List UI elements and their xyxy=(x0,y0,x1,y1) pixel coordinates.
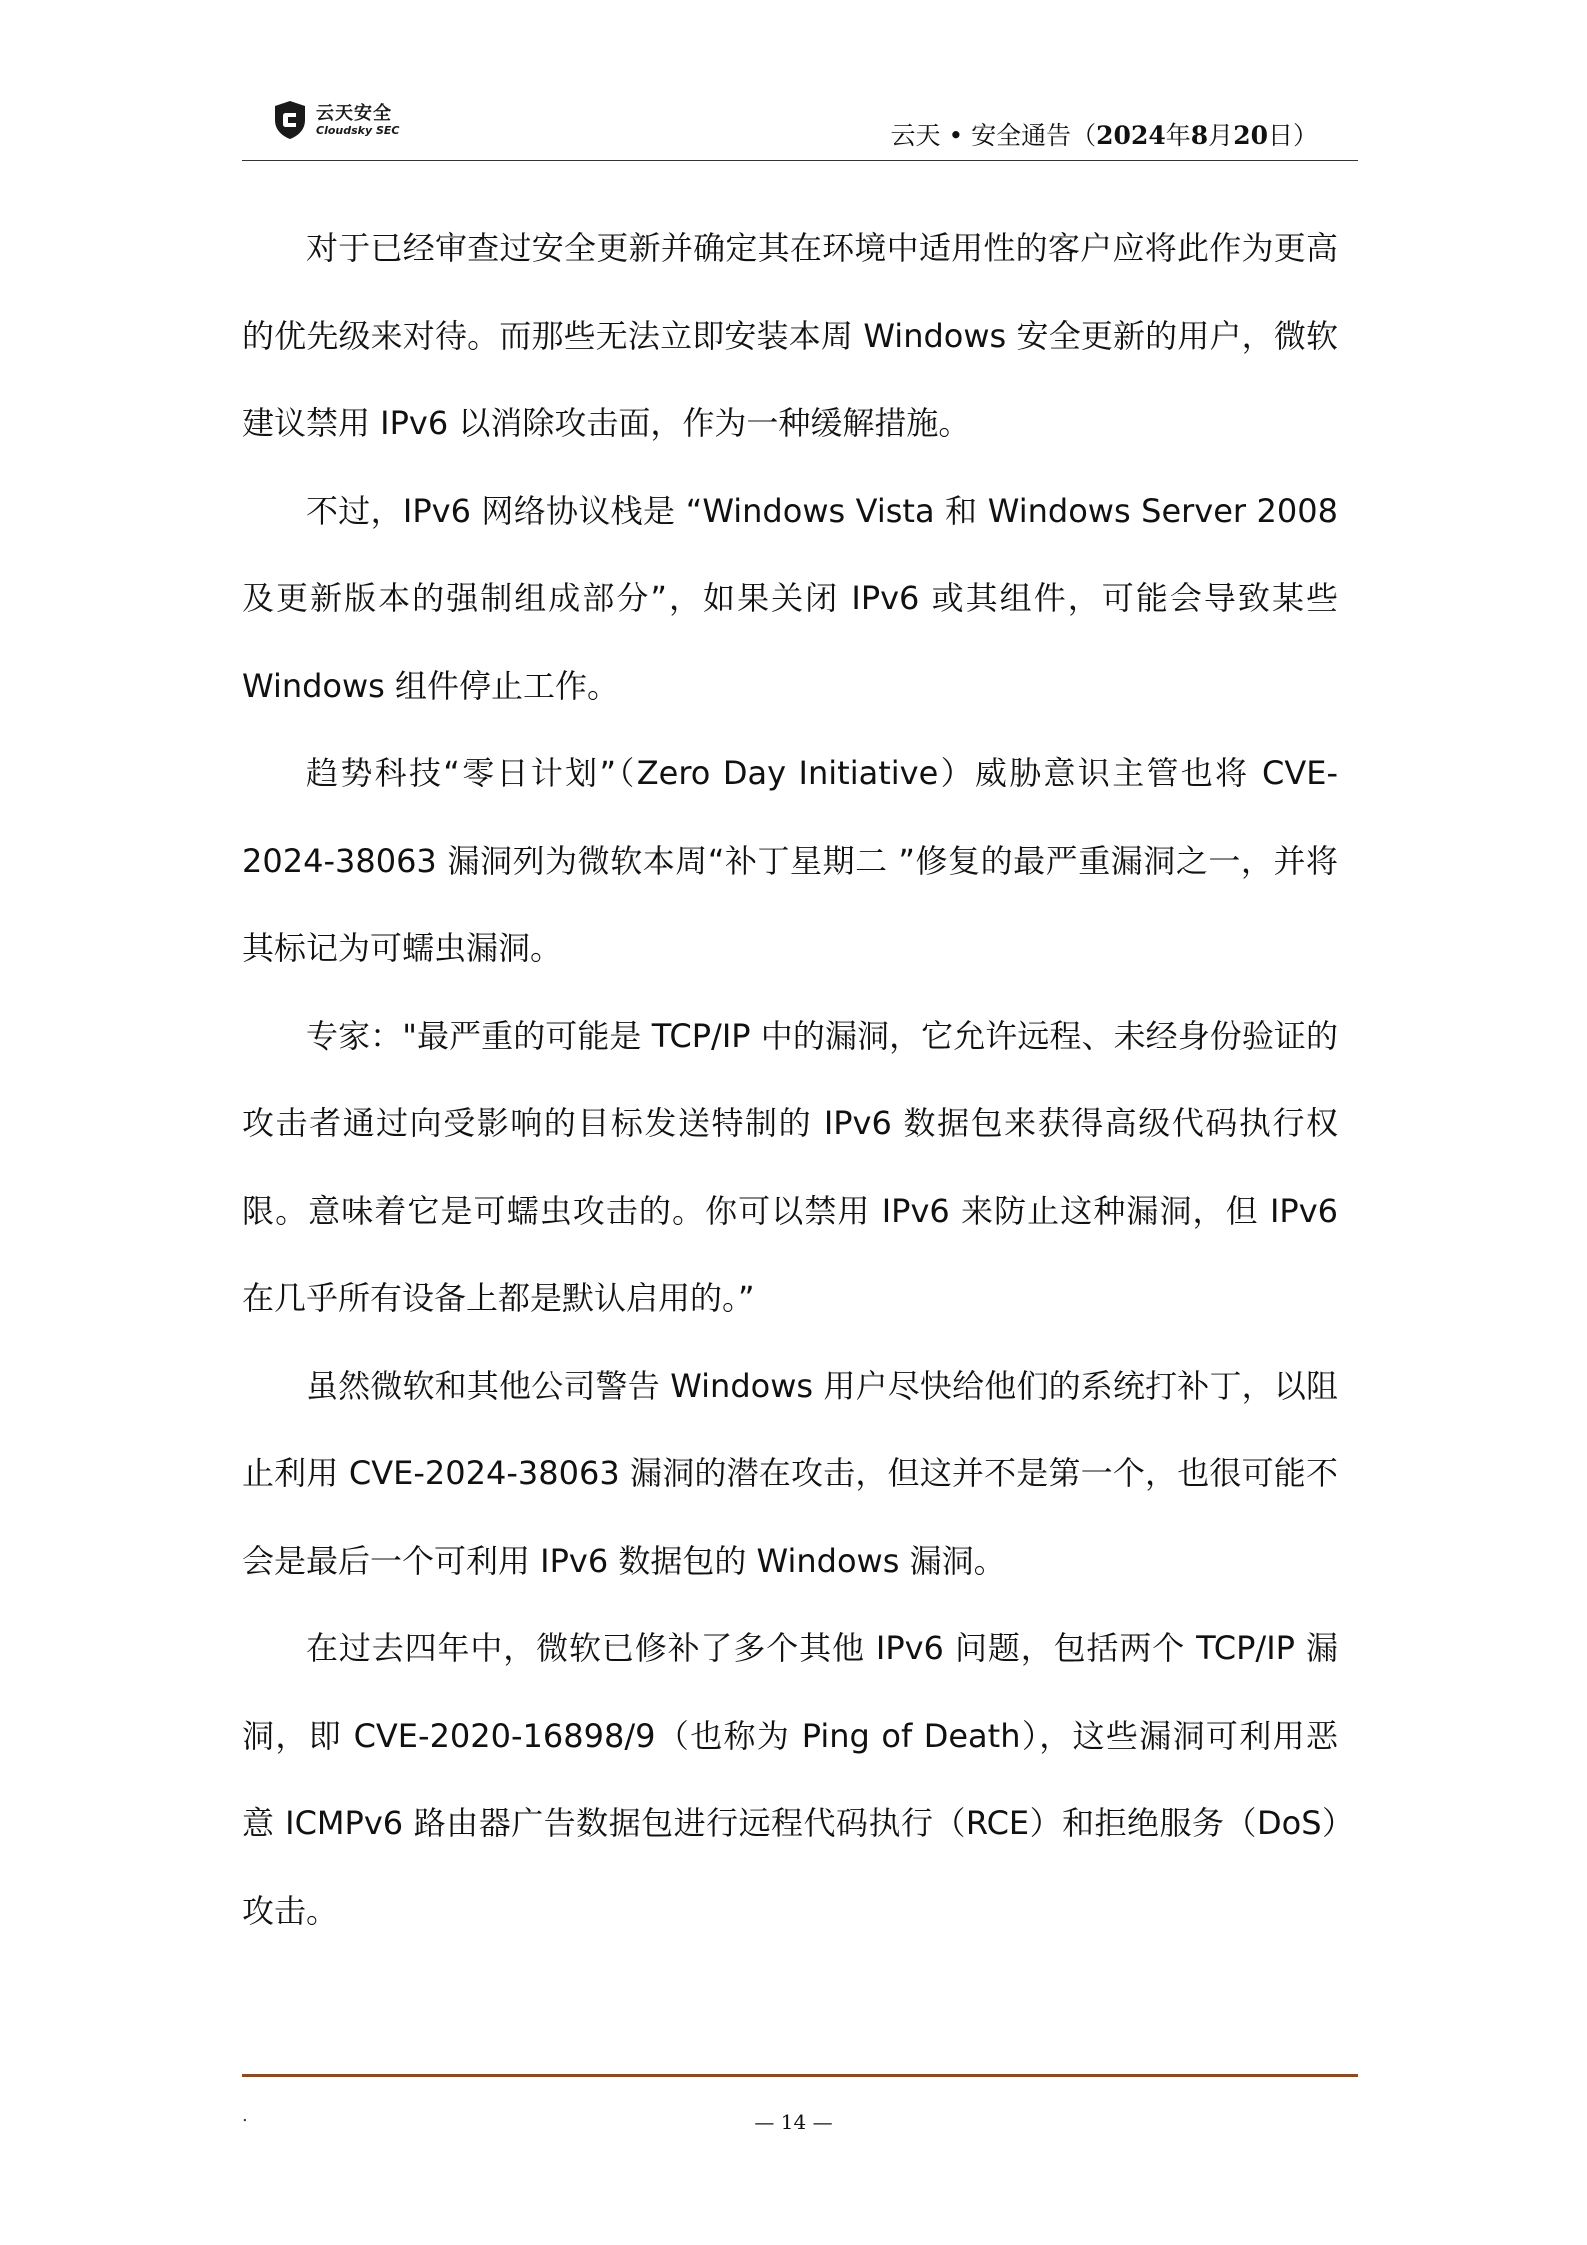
paragraph: 趋势科技“零日计划”（Zero Day Initiative）威胁意识主管也将 CVE-2024-38063 漏洞列为微软本周“补丁星期二 ”修复的最严重漏洞之一，并将其标记为可蠕虫漏洞。 xyxy=(242,754,1338,967)
paragraph: 虽然微软和其他公司警告 Windows 用户尽快给他们的系统打补丁，以阻止利用 CVE-2024-38063 漏洞的潜在攻击，但这并不是第一个，也很可能不会是最后一个可利用 IPv6 数据包的 Windows 漏洞。 xyxy=(242,1366,1338,1580)
paragraph: 在过去四年中，微软已修补了多个其他 IPv6 问题，包括两个 TCP/IP 漏洞，即 CVE-2020-16898/9（也称为 Ping of Death），这些漏洞可利用恶意 ICMPv6 路由器广告数据包进行远程代码执行（RCE）和拒绝服务（DoS）攻击。 xyxy=(242,1629,1338,1930)
page-number: — 14 — xyxy=(754,2110,833,2134)
article-body xyxy=(242,205,1338,1955)
bulletin-title-suffix: 日） xyxy=(1267,121,1318,150)
bulletin-day: 20 xyxy=(1233,121,1268,150)
footer-dot: . xyxy=(242,2105,248,2126)
page-header xyxy=(242,92,1358,162)
bulletin-year-unit: 年 xyxy=(1165,121,1191,150)
header-divider xyxy=(242,160,1358,161)
paragraph: 不过，IPv6 网络协议栈是 “Windows Vista 和 Windows Server 2008 及更新版本的强制组成部分”，如果关闭 IPv6 或其组件，可能会导致某些 Windows 组件停止工作。 xyxy=(242,491,1338,705)
company-logo xyxy=(272,98,472,142)
logo-chinese-name: 云天安全 xyxy=(316,103,392,124)
shield-logo-icon xyxy=(272,100,308,140)
bulletin-year: 2024 xyxy=(1096,121,1166,150)
logo-english-name: Cloudsky SEC xyxy=(316,124,400,137)
paragraph: 对于已经审查过安全更新并确定其在环境中适用性的客户应将此作为更高的优先级来对待。而那些无法立即安装本周 Windows 安全更新的用户，微软建议禁用 IPv6 以消除攻击面，作为一种缓解措施。 xyxy=(242,229,1338,442)
bulletin-title xyxy=(891,116,1318,152)
bulletin-month: 8 xyxy=(1190,121,1209,150)
paragraph: 专家："最严重的可能是 TCP/IP 中的漏洞，它允许远程、未经身份验证的攻击者通过向受影响的目标发送特制的 IPv6 数据包来获得高级代码执行权限。意味着它是可蠕虫攻击的。你可以禁用 IPv6 来防止这种漏洞，但 IPv6 在几乎所有设备上都是默认启用的。” xyxy=(242,1016,1338,1317)
bulletin-month-unit: 月 xyxy=(1208,121,1234,150)
footer-divider xyxy=(242,2074,1358,2077)
bulletin-title-prefix: 云天 • 安全通告（ xyxy=(890,121,1097,150)
